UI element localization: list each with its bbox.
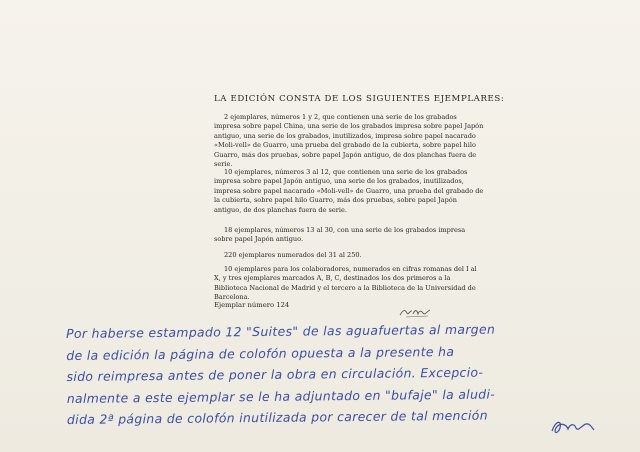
paragraph-4 bbox=[214, 251, 484, 260]
paragraph-3 bbox=[214, 226, 484, 245]
note-line: de la edición la página de colofón opuesta a la presente ha bbox=[66, 343, 455, 363]
note-line: Por haberse estampado 12 "Suites" de las aguafuertas al margen bbox=[66, 321, 496, 341]
paragraph-text: 220 ejemplares numerados del 31 al 250. bbox=[224, 251, 362, 259]
note-line: dida 2ª página de colofón inutilizada por carecer de tal mención bbox=[66, 407, 488, 427]
paragraph-2 bbox=[214, 168, 484, 215]
colophon-title: LA EDICIÓN CONSTA DE LOS SIGUIENTES EJEMPLARES: bbox=[214, 94, 505, 104]
paragraph-text: 2 ejemplares, números 1 y 2, que contienen una serie de los grabados impresa sobre papel China, una serie de los grabados impresa sobre papel Japón antiguo, una serie de los grabados, inutilizados, impresa sobre papel nacarado «Moli-vell» de Guarro, una prueba del grabado de la cubierta, sobre papel hilo Guarro, más dos pruebas, sobre papel Japón antiguo, de dos planchas fuera de serie. bbox=[214, 113, 484, 169]
paragraph-text: 18 ejemplares, números 13 al 30, con una serie de los grabados impresa sobre papel Japón antiguo. bbox=[214, 226, 466, 244]
paragraph-1 bbox=[214, 113, 484, 169]
ink-signature bbox=[548, 416, 598, 438]
paragraph-text: 10 ejemplares, números 3 al 12, que contienen una serie de los grabados impresa sobre papel Japón antiguo, una serie de los grabados, inutilizados, impresa sobre papel nacarado «Moli-vell» de Guarro, una prueba del grabado de la cubierta, sobre papel hilo Guarro, más dos pruebas, sobre papel Japón antiguo, de dos planchas fuera de serie. bbox=[214, 168, 484, 214]
note-line: sido reimpresa antes de poner la obra en circulación. Excepcio- bbox=[66, 364, 484, 384]
paragraph-text: 10 ejemplares para los colaboradores, numerados en cifras romanas del I al X, y tres ejemplares marcados A, B, C, destinados los dos primeros a la Biblioteca Nacional de Madrid y el tercero a la Biblioteca de la Universidad de Barcelona. bbox=[214, 265, 477, 302]
handwritten-note bbox=[66, 317, 607, 430]
paragraph-5 bbox=[214, 265, 484, 303]
pencil-signature bbox=[398, 304, 432, 320]
note-line: nalmente a este ejemplar se le ha adjuntado en "bufaje" la aludi- bbox=[66, 386, 496, 406]
copy-number: Ejemplar número 124 bbox=[214, 301, 290, 309]
